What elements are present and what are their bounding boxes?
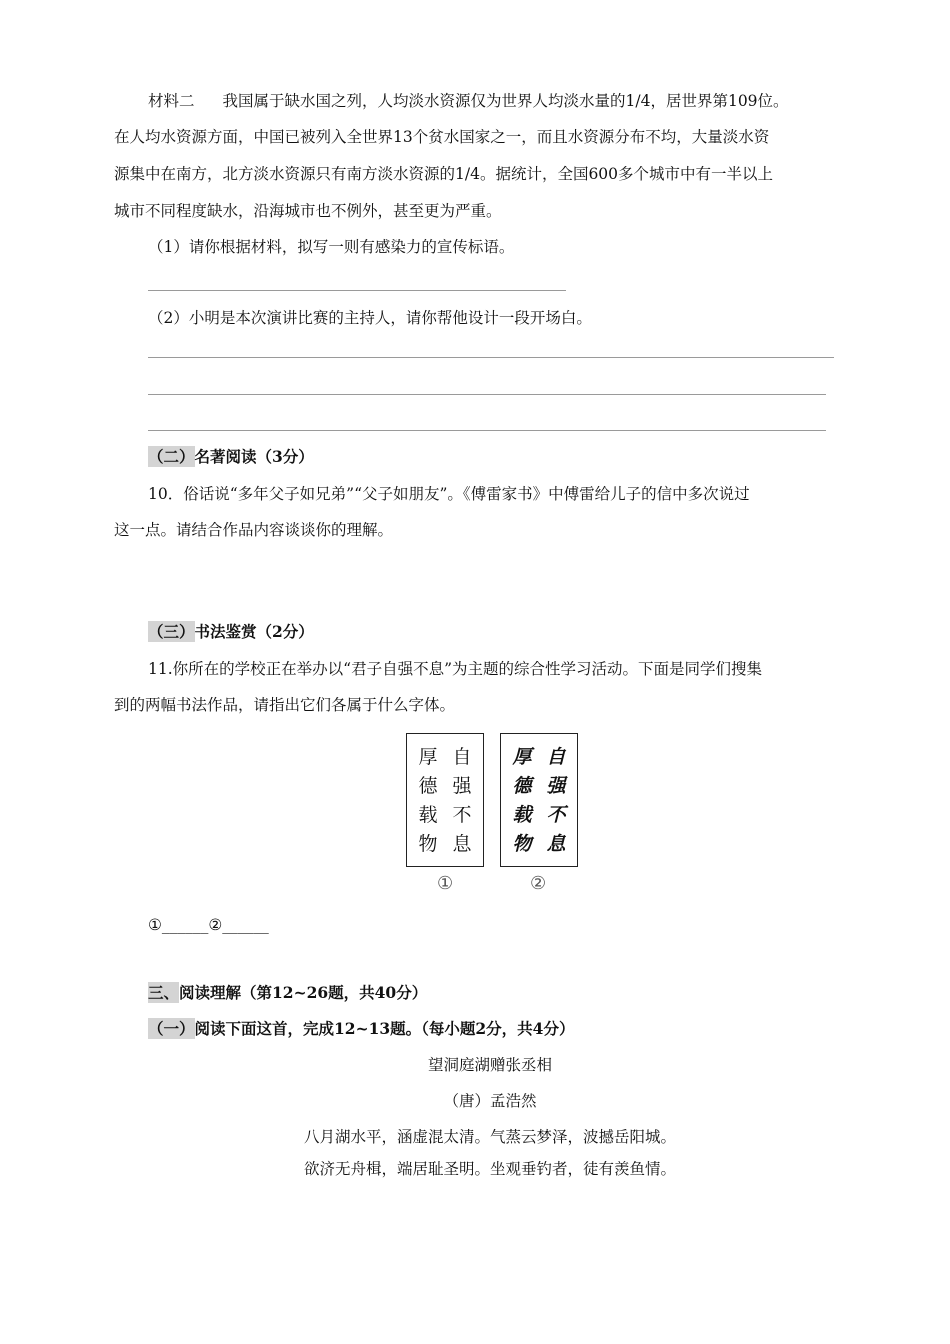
callig1-left-char: 载 xyxy=(418,804,438,826)
callig2-number: ② xyxy=(530,873,547,894)
callig1-left-char: 德 xyxy=(418,775,438,797)
callig2-left-char: 厚 xyxy=(512,746,532,768)
part3-header xyxy=(148,982,427,1004)
callig2-left-char: 物 xyxy=(512,833,532,855)
poem-line-2: 欲济无舟楫，端居耻圣明。坐观垂钓者，徒有羡鱼情。 xyxy=(303,1160,676,1178)
callig2-right-char: 息 xyxy=(546,833,566,855)
material2-line2: 在人均水资源方面，中国已被列入全世界13个贫水国家之一，而且水资源分布不均，大量淡水资 xyxy=(114,128,770,146)
q10-line1: 10．俗话说“多年父子如兄弟”“父子如朋友”。《傅雷家书》中傅雷给儿子的信中多次说过 xyxy=(148,485,750,503)
poem-title: 望洞庭湖赠张丞相 xyxy=(427,1056,552,1074)
q9-sub2: （2）小明是本次演讲比赛的主持人，请你帮他设计一段开场白。 xyxy=(148,309,592,327)
answer-line-1[interactable] xyxy=(148,290,566,291)
calligraphy-work-1 xyxy=(406,733,484,867)
callig1-right-char: 不 xyxy=(452,804,472,826)
q10-line2: 这一点。请结合作品内容谈谈你的理解。 xyxy=(114,521,394,539)
callig1-right-char: 强 xyxy=(452,775,472,797)
callig2-right-char: 不 xyxy=(546,804,566,826)
part3-tag: 三、 xyxy=(148,983,180,1002)
section2-tag: （二） xyxy=(148,447,195,466)
answer-line-4[interactable] xyxy=(148,430,826,431)
material2-label: 材料二 xyxy=(148,92,195,110)
callig2-left-char: 德 xyxy=(512,775,532,797)
poem-line-1: 八月湖水平，涵虚混太清。气蒸云梦泽，波撼岳阳城。 xyxy=(303,1128,676,1146)
section3-tag: （三） xyxy=(148,622,195,641)
part3-sub1-header xyxy=(148,1018,574,1040)
section3-header xyxy=(148,621,314,643)
section3-title: 书法鉴赏（2分） xyxy=(194,622,314,641)
callig2-right-char: 强 xyxy=(546,775,566,797)
callig1-right-char: 息 xyxy=(452,833,472,855)
material2-text1: 我国属于缺水国之列，人均淡水资源仅为世界人均淡水量的1/4，居世界第109位。 xyxy=(222,92,789,110)
poem-author: （唐）孟浩然 xyxy=(443,1092,537,1110)
callig1-left-char: 物 xyxy=(418,833,438,855)
material2-line1 xyxy=(148,90,789,112)
part3-title: 阅读理解（第12~26题，共40分） xyxy=(179,983,428,1002)
part3-sub1-title: 阅读下面这首，完成12~13题。（每小题2分，共4分） xyxy=(194,1019,575,1038)
callig2-left-char: 载 xyxy=(512,804,532,826)
q9-sub1: （1）请你根据材料，拟写一则有感染力的宣传标语。 xyxy=(148,238,515,256)
callig1-right-char: 自 xyxy=(452,746,472,768)
section2-title: 名著阅读（3分） xyxy=(194,447,314,466)
q11-line2: 到的两幅书法作品，请指出它们各属于什么字体。 xyxy=(114,696,456,714)
part3-sub1-tag: （一） xyxy=(148,1019,195,1038)
answer-line-2[interactable] xyxy=(148,357,834,358)
answer-line-3[interactable] xyxy=(148,394,826,395)
q11-line1: 11.你所在的学校正在举办以“君子自强不息”为主题的综合性学习活动。下面是同学们搜集 xyxy=(148,660,763,678)
q11-answer-blanks[interactable]: ①______②______ xyxy=(148,916,269,934)
callig2-right-char: 自 xyxy=(546,746,566,768)
calligraphy-work-2 xyxy=(500,733,578,867)
callig1-number: ① xyxy=(437,873,454,894)
material2-line3: 源集中在南方，北方淡水资源只有南方淡水资源的1/4。据统计，全国600多个城市中有一半以上 xyxy=(114,165,774,183)
callig1-left-char: 厚 xyxy=(418,746,438,768)
material2-line4: 城市不同程度缺水，沿海城市也不例外，甚至更为严重。 xyxy=(114,202,502,220)
section2-header xyxy=(148,446,314,468)
